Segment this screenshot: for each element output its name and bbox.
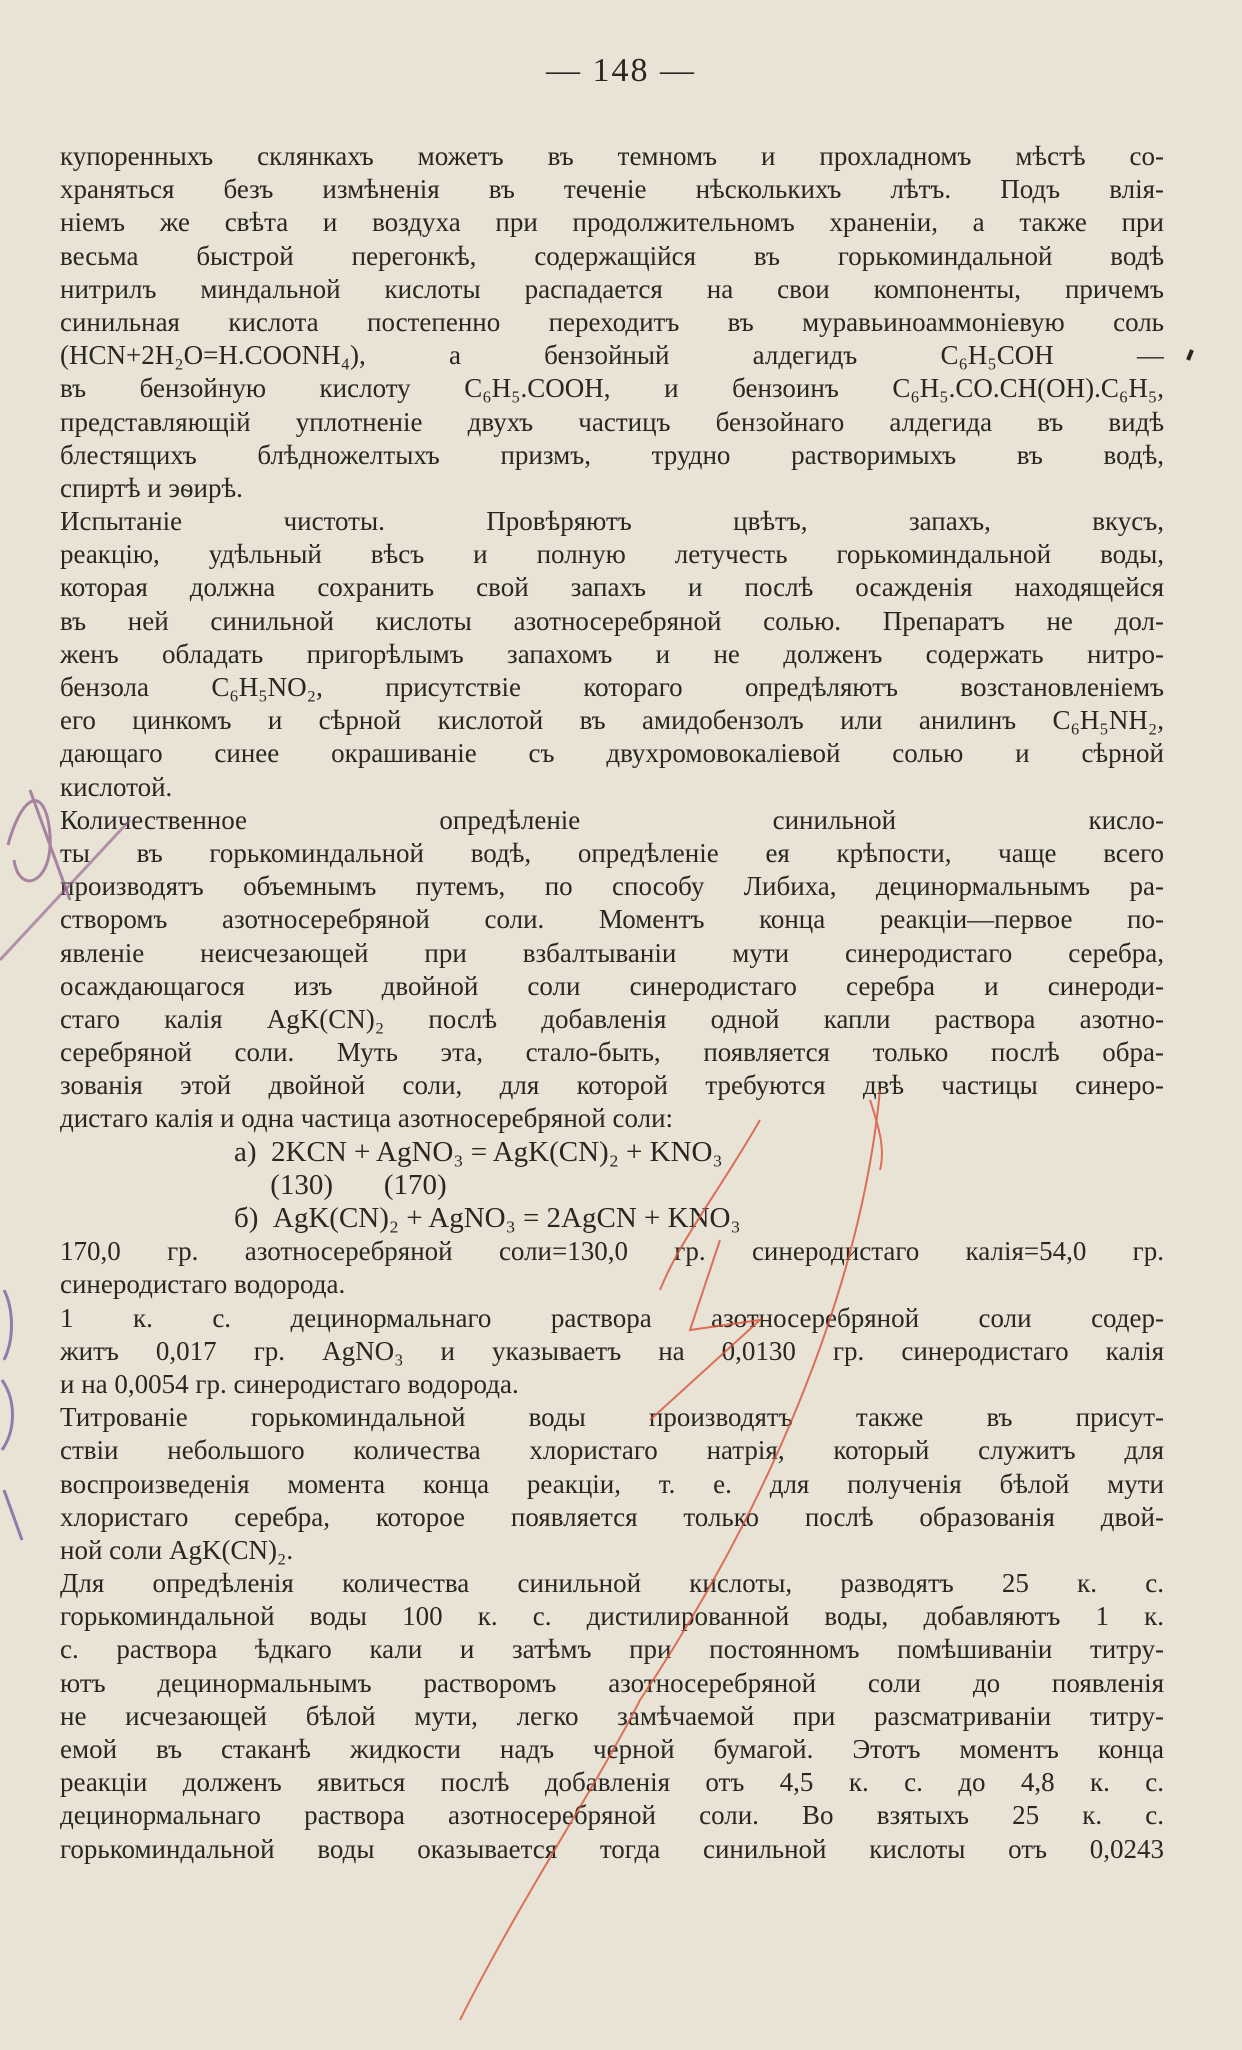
- text-line: с. раствора ѣдкаго кали и затѣмъ при постоянномъ помѣшиваніи титру-: [60, 1634, 1164, 1665]
- formula-line: а) 2KCN + AgNO₃ = AgK(CN)₂ + KNO₃: [60, 1135, 723, 1168]
- text-line: горькоминдальной воды оказывается тогда синильной кислоты отъ 0,0243: [60, 1833, 1164, 1864]
- text-line: дистаго калія и одна частица азотносеребряной соли:: [60, 1103, 674, 1134]
- margin-violet-mark-1: [4, 1290, 12, 1360]
- text-line: Испытаніе чистоты. Провѣряютъ цвѣтъ, запахъ, вкусъ,: [60, 506, 1164, 537]
- text-line: хлористаго серебра, которое появляется только послѣ образованія двой-: [60, 1501, 1164, 1532]
- text-line: нитрилъ миндальной кислоты распадается на свои компоненты, причемъ: [60, 273, 1164, 304]
- text-line: воспроизведенія момента конца реакціи, т. е. для полученія бѣлой мути: [60, 1468, 1164, 1499]
- text-line: реакціи долженъ явиться послѣ добавленія отъ 4,5 к. с. до 4,8 к. с.: [60, 1767, 1164, 1798]
- text-line: дающаго синее окрашиваніе съ двухромовокаліевой солью и сѣрной: [60, 738, 1164, 769]
- text-line: Количественное опредѣленіе синильной кисло-: [60, 804, 1164, 835]
- text-line: не исчезающей бѣлой мути, легко замѣчаемой при разсматриваніи титру-: [60, 1700, 1164, 1731]
- text-line: Титрованіе горькоминдальной воды производятъ также въ присут-: [60, 1402, 1164, 1433]
- text-line: представляющій уплотненіе двухъ частицъ бензойнаго алдегида въ видѣ: [60, 406, 1164, 437]
- text-line: житъ 0,017 гр. AgNO₃ и указываетъ на 0,0130 гр. синеродистаго калія: [60, 1335, 1164, 1366]
- text-line: 170,0 гр. азотносеребряной соли=130,0 гр. синеродистаго калія=54,0 гр.: [60, 1236, 1164, 1267]
- text-line: ной соли AgK(CN)₂.: [60, 1534, 294, 1565]
- text-line: явленіе неисчезающей при взбалтываніи мути синеродистаго серебра,: [60, 937, 1164, 968]
- text-line: зованія этой двойной соли, для которой требуются двѣ частицы синеро-: [60, 1070, 1164, 1101]
- text-line: серебряной соли. Муть эта, стало-быть, появляется только послѣ обра-: [60, 1037, 1164, 1068]
- text-line: его цинкомъ и сѣрной кислотой въ амидобензолъ или анилинъ C₆H₅NH₂,: [60, 705, 1164, 736]
- text-line: спиртѣ и эѳирѣ.: [60, 472, 243, 503]
- text-line: стаго калія AgK(CN)₂ послѣ добавленія одной капли раствора азотно-: [60, 1003, 1164, 1034]
- text-line: кислотой.: [60, 771, 173, 802]
- text-line: осаждающагося изъ двойной соли синеродистаго серебра и синероди-: [60, 970, 1164, 1001]
- text-line: которая должна сохранить свой запахъ и послѣ осажденія находящейся: [60, 572, 1164, 603]
- text-line: Для опредѣленія количества синильной кислоты, разводятъ 25 к. с.: [60, 1568, 1164, 1599]
- ink-mark: [1188, 350, 1192, 360]
- text-line: весьма быстрой перегонкѣ, содержащійся въ горькоминдальной водѣ: [60, 240, 1164, 271]
- formula-line: б) AgK(CN)₂ + AgNO₃ = 2AgCN + KNO₃: [60, 1202, 741, 1234]
- text-line: бензола C₆H₅NO₂, присутствіе котораго опредѣляютъ возстановленіемъ: [60, 672, 1164, 702]
- text-line: синильная кислота постепенно переходитъ въ муравьиноаммоніевую соль: [60, 306, 1164, 337]
- text-line: купоренныхъ склянкахъ можетъ въ темномъ и прохладномъ мѣстѣ со-: [60, 141, 1164, 171]
- text-line: синеродистаго водорода.: [60, 1269, 346, 1300]
- text-line: створомъ азотносеребряной соли. Моментъ конца реакціи—первое по-: [60, 904, 1164, 935]
- text-line: производятъ объемнымъ путемъ, по способу Либиха, децинормальнымъ ра-: [60, 871, 1164, 902]
- text-line: ютъ децинормальнымъ растворомъ азотносеребряной соли до появленія: [60, 1667, 1164, 1698]
- page-body-text: [60, 140, 1164, 1866]
- text-line: блестящихъ блѣдножелтыхъ призмъ, трудно растворимыхъ въ водѣ,: [60, 439, 1164, 470]
- text-line: храняться безъ измѣненія въ теченіе нѣсколькихъ лѣтъ. Подъ влія-: [60, 174, 1164, 205]
- text-line: ніемъ же свѣта и воздуха при продолжительномъ храненіи, а также при: [60, 207, 1164, 238]
- text-line: (HCN+2H₂O=H.COONH₄), а бензойный алдегидъ C₆H₅COH —: [60, 340, 1164, 371]
- formula-line: (130) (170): [60, 1168, 447, 1201]
- text-line: децинормальнаго раствора азотносеребряной соли. Во взятыхъ 25 к. с.: [60, 1800, 1164, 1831]
- text-line: 1 к. с. децинормальнаго раствора азотносеребряной соли содер-: [60, 1302, 1164, 1333]
- text-line: ствіи небольшого количества хлористаго натрія, который служитъ для: [60, 1435, 1164, 1466]
- margin-check-mark: [4, 1490, 22, 1540]
- text-line: въ ней синильной кислоты азотносеребряной солью. Препаратъ не дол-: [60, 605, 1164, 636]
- text-line: въ бензойную кислоту C₆H₅.COOH, и бензоинъ C₆H₅.CO.CH(OH).C₆H₅,: [60, 373, 1164, 404]
- text-line: женъ обладать пригорѣлымъ запахомъ и не долженъ содержать нитро-: [60, 638, 1164, 669]
- text-line: ты въ горькоминдальной водѣ, опредѣленіе ея крѣпости, чаще всего: [60, 837, 1164, 868]
- page-number: — 148 —: [546, 52, 696, 89]
- text-line: горькоминдальной воды 100 к. с. дистилированной воды, добавляютъ 1 к.: [60, 1601, 1164, 1632]
- margin-violet-mark-2: [2, 1380, 13, 1450]
- text-line: емой въ стаканѣ жидкости надъ черной бумагой. Этотъ моментъ конца: [60, 1734, 1164, 1764]
- text-line: и на 0,0054 гр. синеродистаго водорода.: [60, 1368, 519, 1399]
- text-line: реакцію, удѣльный вѣсъ и полную летучесть горькоминдальной воды,: [60, 539, 1164, 570]
